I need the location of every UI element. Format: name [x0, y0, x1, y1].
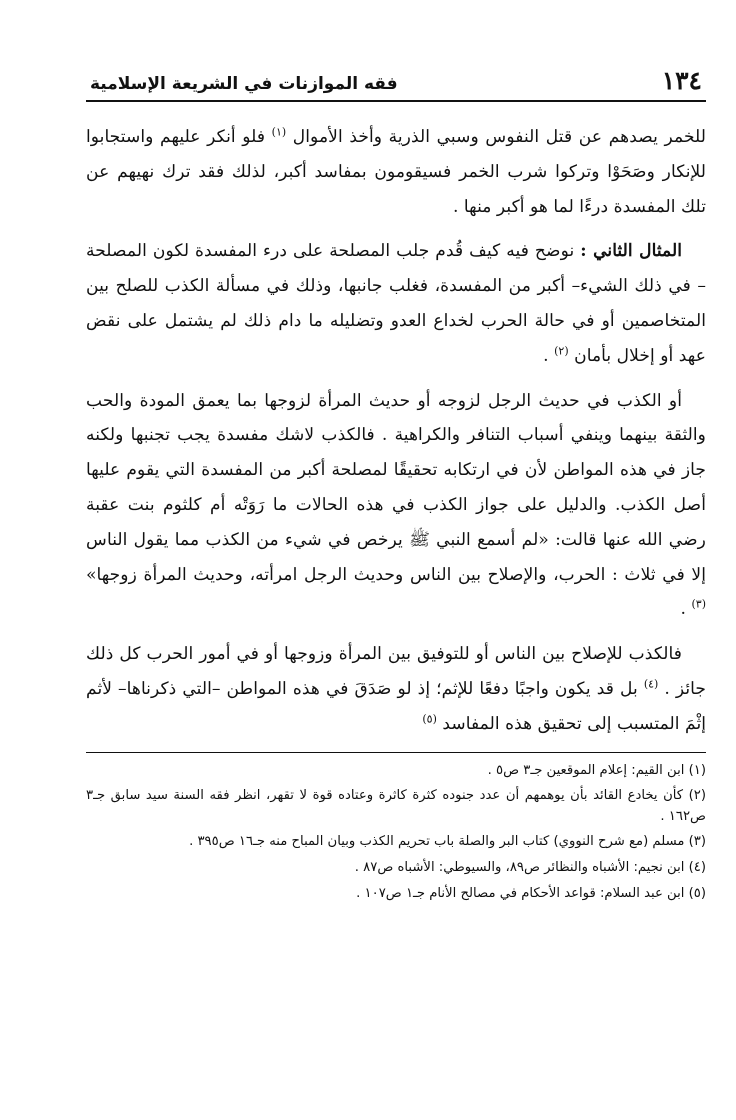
footnotes — [86, 759, 706, 906]
footnote-reference: (٣) — [691, 597, 706, 611]
main-text — [86, 120, 706, 742]
paragraph — [86, 234, 706, 373]
paragraph-text: فالكذب للإصلاح بين الناس أو للتوفيق بين المرأة وزوجها أو في أمور الحرب كل ذلك جائز . — [86, 644, 706, 699]
paragraph — [86, 637, 706, 741]
book-title: فقه الموازنات في الشريعة الإسلامية — [90, 74, 398, 94]
footnote-2: (٢) كأن يخادع القائد بأن يوهمهم أن عدد جنوده كثرة كاثرة وعتاده قوة لا تقهر، انظر فقه السنة سيد سابق جـ٣ ص١٦٢ . — [86, 787, 706, 824]
footnote-reference: (٤) — [643, 677, 659, 691]
example-heading: المثال الثاني : — [580, 241, 682, 262]
footnote-reference: (٥) — [422, 712, 437, 726]
paragraph-text: نوضح فيه كيف قُدم جلب المصلحة على درء المفسدة لكون المصلحة – في ذلك الشيء– أكبر من المفسدة، فغلب جانبها، وذلك في مسألة الكذب للصلح بين المتخاصمين أو في حالة الحرب لخداع العدو وتضليله ما دام ذلك لم يشتمل على نقض عهد أو إخلال بأمان — [86, 241, 706, 366]
footnote-reference: (١) — [271, 125, 287, 139]
paragraph-text: بل قد يكون واجبًا دفعًا للإثم؛ إذ لو صَدَقَ في هذه المواطن –التي ذكرناها– لأثم إثْمَ المتسبب إلى تحقيق هذه المفاسد — [86, 678, 706, 734]
footnote-4: (٤) ابن نجيم: الأشباه والنظائر ص٨٩، والسيوطي: الأشباه ص٨٧ . — [354, 859, 706, 875]
paragraph — [86, 120, 706, 224]
book-page — [86, 66, 706, 908]
paragraph-text: فلو أنكر عليهم واستجابوا للإنكار وصَحَوْا وتركوا شرب الخمر فسيقومون بمفاسد أكبر، لذلك فقد ترك نهيهم عن تلك المفسدة درءًا لما هو أكبر منها . — [86, 127, 706, 217]
paragraph — [86, 384, 706, 628]
footnote-reference: (٢) — [554, 344, 569, 358]
running-header — [86, 66, 706, 102]
footnote-5: (٥) ابن عبد السلام: قواعد الأحكام في مصالح الأنام جـ١ ص١٠٧ . — [356, 885, 706, 901]
paragraph-text: للخمر يصدهم عن قتل النفوس وسبي الذرية وأخذ الأموال — [292, 127, 706, 147]
paragraph-text: . — [543, 345, 549, 366]
footnote-3: (٣) مسلم (مع شرح النووي) كتاب البر والصلة باب تحريم الكذب وبيان المباح منه جـ١٦ ص٣٩٥ . — [189, 833, 706, 849]
paragraph-text: أو الكذب في حديث الرجل لزوجه أو حديث المرأة لزوجها بما يعمق المودة والحب والثقة بينهما وينفي أسباب التنافر والكراهية . فالكذب لاشك مفسدة يجب تجنبها ولكنه جاز في هذه المواطن لأن في ارتكابه تحقيقًا لمصلحة أكبر من المفسدة التي يقوم عليها أصل الكذب. والدليل على جواز الكذب في هذه الحالات ما رَوَتْه أم كلثوم بنت عقبة رضي الله عنها قالت: «لم أسمع النبي ﷺ يرخص في شيء من الكذب مما يقول الناس إلا في ثلاث : الحرب، والإصلاح بين الناس وحديث الرجل امرأته، وحديث المرأة زوجها» — [86, 390, 706, 585]
paragraph-text: . — [680, 599, 687, 620]
footnote-divider — [86, 752, 706, 753]
page-number: ١٣٤ — [661, 66, 702, 95]
footnote-1: (١) ابن القيم: إعلام الموقعين جـ٣ ص٥ . — [487, 762, 706, 778]
